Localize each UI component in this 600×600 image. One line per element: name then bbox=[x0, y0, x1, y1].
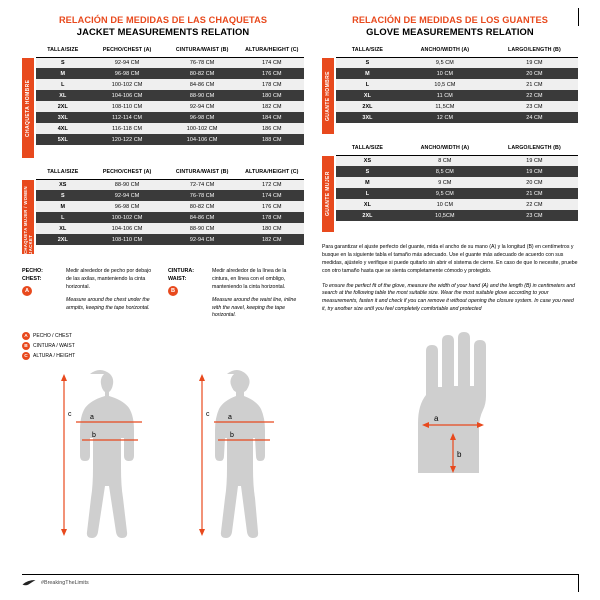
table-header-row bbox=[336, 45, 578, 57]
cell-value: 8,5 CM bbox=[399, 166, 491, 177]
col-size: TALLA/SIZE bbox=[336, 143, 399, 155]
glove-figure-letter-b: b bbox=[457, 449, 462, 459]
table-row bbox=[336, 177, 578, 188]
glove-note-en: To ensure the perfect fit of the glove, measure the width of your hand (A) and the length (B) in centimeters and search at the following table the most suitable size. Wear the most suitable glove according to your measurements, fasten it and check if you can remove it without opening the closure system. In case you need it, try another size until you feel completely comfortable and protected bbox=[322, 282, 575, 312]
cell-value: 96-98 CM bbox=[165, 112, 240, 123]
glove-instructions bbox=[322, 244, 578, 313]
cell-value: 76-78 CM bbox=[165, 57, 240, 68]
jacket-women-table bbox=[36, 167, 304, 245]
chest-badge-a: A bbox=[22, 286, 32, 296]
table-header-row bbox=[336, 143, 578, 155]
content-area bbox=[22, 14, 578, 574]
gloves-title-es: RELACIÓN DE MEDIDAS DE LOS GUANTES bbox=[352, 15, 548, 25]
cell-value: 112-114 CM bbox=[90, 112, 165, 123]
table-row bbox=[36, 201, 304, 212]
table-row bbox=[36, 134, 304, 145]
cell-value: 8 CM bbox=[399, 155, 491, 166]
legend-item bbox=[22, 352, 304, 360]
col-chest: PECHO/CHEST (A) bbox=[90, 45, 165, 57]
table-row bbox=[336, 101, 578, 112]
cell-value: 182 CM bbox=[240, 101, 304, 112]
cell-value: 19 CM bbox=[491, 155, 578, 166]
table-row bbox=[36, 101, 304, 112]
front-body-silhouette bbox=[80, 370, 134, 538]
glove-figure-letter-a: a bbox=[434, 413, 439, 423]
cell-value: 120-122 CM bbox=[90, 134, 165, 145]
cell-size: M bbox=[36, 201, 90, 212]
cell-size: L bbox=[36, 212, 90, 223]
cell-size: 4XL bbox=[36, 123, 90, 134]
cell-value: 174 CM bbox=[240, 190, 304, 201]
glove-men-table bbox=[336, 45, 578, 123]
cell-size: S bbox=[336, 57, 399, 68]
cell-value: 104-106 CM bbox=[165, 134, 240, 145]
glove-men-side-label: GUANTE HOMBRE bbox=[322, 58, 334, 134]
cell-value: 180 CM bbox=[240, 223, 304, 234]
table-row bbox=[36, 234, 304, 245]
cell-value: 108-110 CM bbox=[90, 101, 165, 112]
cell-value: 80-82 CM bbox=[165, 201, 240, 212]
col-height: ALTURA/HEIGHT (C) bbox=[240, 167, 304, 179]
cell-value: 100-102 CM bbox=[165, 123, 240, 134]
cell-value: 176 CM bbox=[240, 68, 304, 79]
col-size: TALLA/SIZE bbox=[36, 45, 90, 57]
col-waist: CINTURA/WAIST (B) bbox=[165, 167, 240, 179]
cell-value: 100-102 CM bbox=[90, 212, 165, 223]
table-header-row bbox=[36, 45, 304, 57]
waist-label-es: CINTURA: bbox=[168, 268, 195, 275]
jacket-men-table-wrap bbox=[22, 45, 304, 158]
legend-badge-a: A bbox=[22, 332, 30, 340]
cell-size: XS bbox=[336, 155, 399, 166]
table-row bbox=[336, 166, 578, 177]
table-header-row bbox=[36, 167, 304, 179]
cell-size: 2XL bbox=[336, 210, 399, 221]
legend-badge-c: C bbox=[22, 352, 30, 360]
col-waist: CINTURA/WAIST (B) bbox=[165, 45, 240, 57]
cell-value: 19 CM bbox=[491, 57, 578, 68]
col-chest: PECHO/CHEST (A) bbox=[90, 167, 165, 179]
figure-letter-c-front: c bbox=[68, 411, 72, 419]
cell-value: 22 CM bbox=[491, 90, 578, 101]
chest-text-en: Measure around the chest under the armpits, keeping the tape horizontal. bbox=[66, 296, 150, 311]
cell-value: 9 CM bbox=[399, 177, 491, 188]
cell-value: 12 CM bbox=[399, 112, 491, 123]
cell-value: 9,5 CM bbox=[399, 188, 491, 199]
legend-text-c: ALTURA / HEIGHT bbox=[33, 353, 76, 360]
glove-width-arrow-right bbox=[477, 422, 484, 428]
cell-value: 84-86 CM bbox=[165, 212, 240, 223]
crop-mark-top-right bbox=[578, 8, 579, 26]
cell-value: 9,5 CM bbox=[399, 57, 491, 68]
chest-instruction-labels bbox=[22, 268, 62, 320]
cell-value: 174 CM bbox=[240, 57, 304, 68]
cell-value: 88-90 CM bbox=[165, 223, 240, 234]
page-footer bbox=[22, 574, 578, 586]
cell-value: 21 CM bbox=[491, 79, 578, 90]
cell-value: 104-106 CM bbox=[90, 223, 165, 234]
col-length: LARGO/LENGTH (B) bbox=[491, 45, 578, 57]
cell-value: 178 CM bbox=[240, 79, 304, 90]
cell-size: 3XL bbox=[336, 112, 399, 123]
cell-value: 80-82 CM bbox=[165, 68, 240, 79]
cell-value: 182 CM bbox=[240, 234, 304, 245]
table-row bbox=[36, 57, 304, 68]
chest-instruction bbox=[22, 268, 158, 320]
cell-value: 116-118 CM bbox=[90, 123, 165, 134]
cell-value: 24 CM bbox=[491, 112, 578, 123]
cell-size: XL bbox=[336, 199, 399, 210]
jackets-title-en: JACKET MEASUREMENTS RELATION bbox=[76, 26, 250, 38]
waist-instruction-labels bbox=[168, 268, 208, 320]
figure-letter-b-front: b bbox=[92, 432, 96, 440]
jackets-title-es: RELACIÓN DE MEDIDAS DE LAS CHAQUETAS bbox=[58, 15, 268, 25]
figure-letter-b-side: b bbox=[230, 432, 234, 440]
cell-size: 2XL bbox=[36, 234, 90, 245]
glove-men-table-wrap bbox=[322, 45, 578, 134]
chest-text-es: Medir alrededor de pecho por debajo de las axilas, manteniendo la cinta horizontal. bbox=[66, 268, 152, 291]
chest-instruction-text bbox=[66, 268, 158, 320]
table-row bbox=[336, 79, 578, 90]
cell-value: 108-110 CM bbox=[90, 234, 165, 245]
cell-size: 3XL bbox=[36, 112, 90, 123]
table-row bbox=[336, 90, 578, 101]
figure-letter-a-side: a bbox=[228, 414, 232, 422]
cell-value: 100-102 CM bbox=[90, 79, 165, 90]
jacket-men-side-label: CHAQUETA HOMBRE bbox=[22, 58, 34, 158]
cell-size: L bbox=[336, 188, 399, 199]
cell-value: 92-94 CM bbox=[90, 190, 165, 201]
cell-value: 92-94 CM bbox=[165, 101, 240, 112]
cell-value: 11 CM bbox=[399, 90, 491, 101]
waist-badge-b: B bbox=[168, 286, 178, 296]
cell-value: 188 CM bbox=[240, 134, 304, 145]
cell-size: XS bbox=[36, 179, 90, 190]
table-row bbox=[36, 212, 304, 223]
glove-note-es: Para garantizar el ajuste perfecto del guante, mida el ancho de su mano (A) y la longitud (B) en centímetros y busque en la siguiente tabla el tamaño más adecuado. Use el guante más adecuado de acuerdo con sus medidas, ajústelo y verifique si puede quitarlo sin abrir el sistema de cierre. En caso de que lo necesite, pruebe con otro tamaño hasta que se sienta completamente cómodo y protegido. bbox=[322, 244, 578, 274]
table-row bbox=[36, 112, 304, 123]
footer-hashtag: #BreakingTheLimits bbox=[41, 579, 89, 586]
glove-women-table bbox=[336, 143, 578, 221]
cell-size: S bbox=[36, 57, 90, 68]
cell-size: XL bbox=[36, 90, 90, 101]
table-row bbox=[36, 79, 304, 90]
legend-item bbox=[22, 342, 304, 350]
side-body-silhouette bbox=[215, 370, 265, 538]
cell-value: 23 CM bbox=[491, 210, 578, 221]
gloves-title-en: GLOVE MEASUREMENTS RELATION bbox=[366, 26, 534, 38]
cell-value: 178 CM bbox=[240, 212, 304, 223]
glove-figure-svg bbox=[322, 321, 578, 473]
cell-value: 21 CM bbox=[491, 188, 578, 199]
body-figures-svg bbox=[22, 366, 304, 546]
cell-value: 96-98 CM bbox=[90, 201, 165, 212]
cell-value: 180 CM bbox=[240, 90, 304, 101]
table-row bbox=[336, 199, 578, 210]
height-arrow-top-front bbox=[61, 374, 67, 381]
brand-logo-icon bbox=[22, 579, 36, 586]
cell-size: 5XL bbox=[36, 134, 90, 145]
cell-value: 19 CM bbox=[491, 166, 578, 177]
cell-value: 186 CM bbox=[240, 123, 304, 134]
cell-size: 2XL bbox=[36, 101, 90, 112]
cell-size: L bbox=[336, 79, 399, 90]
figure-letter-a-front: a bbox=[90, 414, 94, 422]
table-row bbox=[336, 188, 578, 199]
cell-size: M bbox=[336, 177, 399, 188]
cell-value: 88-90 CM bbox=[90, 179, 165, 190]
cell-value: 10,5 CM bbox=[399, 79, 491, 90]
chest-label-en: CHEST: bbox=[22, 276, 42, 283]
cell-size: 2XL bbox=[336, 101, 399, 112]
waist-instruction bbox=[168, 268, 304, 320]
cell-value: 88-90 CM bbox=[165, 90, 240, 101]
cell-value: 10 CM bbox=[399, 199, 491, 210]
measurement-legend bbox=[22, 332, 304, 360]
cell-value: 176 CM bbox=[240, 201, 304, 212]
col-width: ANCHO/WIDTH (A) bbox=[399, 143, 491, 155]
table-row bbox=[36, 179, 304, 190]
jacket-men-table bbox=[36, 45, 304, 145]
cell-value: 20 CM bbox=[491, 68, 578, 79]
waist-label-en: WAIST: bbox=[168, 276, 187, 283]
waist-instruction-text bbox=[212, 268, 304, 320]
cell-size: L bbox=[36, 79, 90, 90]
cell-value: 10 CM bbox=[399, 68, 491, 79]
figure-letter-c-side: c bbox=[206, 411, 210, 419]
table-row bbox=[36, 90, 304, 101]
cell-size: XL bbox=[336, 90, 399, 101]
waist-text-en: Measure around the waist line, inline with the navel, keeping the tape horizontal. bbox=[212, 296, 297, 319]
cell-size: M bbox=[336, 68, 399, 79]
table-row bbox=[336, 210, 578, 221]
height-arrow-top-side bbox=[199, 374, 205, 381]
body-figures bbox=[22, 366, 304, 546]
cell-size: S bbox=[336, 166, 399, 177]
crop-mark-bottom-right bbox=[578, 574, 579, 592]
measurement-instructions bbox=[22, 268, 304, 320]
cell-value: 92-94 CM bbox=[165, 234, 240, 245]
table-row bbox=[36, 223, 304, 234]
cell-value: 76-78 CM bbox=[165, 190, 240, 201]
hand-silhouette bbox=[418, 332, 486, 473]
jacket-women-side-label: CHAQUETA MUJER / WOMEN JACKET bbox=[22, 180, 34, 254]
legend-badge-b: B bbox=[22, 342, 30, 350]
col-size: TALLA/SIZE bbox=[36, 167, 90, 179]
table-row bbox=[336, 112, 578, 123]
col-height: ALTURA/HEIGHT (C) bbox=[240, 45, 304, 57]
glove-women-side-label: GUANTE MUJER bbox=[322, 156, 334, 232]
cell-value: 20 CM bbox=[491, 177, 578, 188]
chest-label-es: PECHO: bbox=[22, 268, 43, 275]
table-row bbox=[36, 68, 304, 79]
cell-value: 22 CM bbox=[491, 199, 578, 210]
jackets-section bbox=[22, 14, 304, 546]
cell-value: 96-98 CM bbox=[90, 68, 165, 79]
cell-value: 72-74 CM bbox=[165, 179, 240, 190]
legend-text-b: CINTURA / WAIST bbox=[33, 343, 75, 350]
legend-item bbox=[22, 332, 304, 340]
table-row bbox=[36, 190, 304, 201]
table-row bbox=[336, 57, 578, 68]
height-arrow-bottom-front bbox=[61, 529, 67, 536]
cell-size: XL bbox=[36, 223, 90, 234]
col-width: ANCHO/WIDTH (A) bbox=[399, 45, 491, 57]
legend-text-a: PECHO / CHEST bbox=[33, 333, 72, 340]
glove-women-table-wrap bbox=[322, 143, 578, 232]
cell-value: 104-106 CM bbox=[90, 90, 165, 101]
cell-value: 184 CM bbox=[240, 112, 304, 123]
cell-value: 84-86 CM bbox=[165, 79, 240, 90]
cell-value: 23 CM bbox=[491, 101, 578, 112]
height-arrow-bottom-side bbox=[199, 529, 205, 536]
table-row bbox=[336, 155, 578, 166]
cell-value: 172 CM bbox=[240, 179, 304, 190]
col-length: LARGO/LENGTH (B) bbox=[491, 143, 578, 155]
cell-size: M bbox=[36, 68, 90, 79]
glove-figure bbox=[322, 321, 578, 478]
col-size: TALLA/SIZE bbox=[336, 45, 399, 57]
cell-value: 92-94 CM bbox=[90, 57, 165, 68]
cell-value: 10,5CM bbox=[399, 210, 491, 221]
table-row bbox=[336, 68, 578, 79]
gloves-section bbox=[322, 14, 578, 546]
cell-size: S bbox=[36, 190, 90, 201]
table-row bbox=[36, 123, 304, 134]
cell-value: 11,5CM bbox=[399, 101, 491, 112]
jacket-women-table-wrap bbox=[22, 167, 304, 254]
waist-text-es: Medir alrededor de la línea de la cintura, en línea con el ombligo, manteniendo la cinta horizontal. bbox=[212, 268, 287, 291]
